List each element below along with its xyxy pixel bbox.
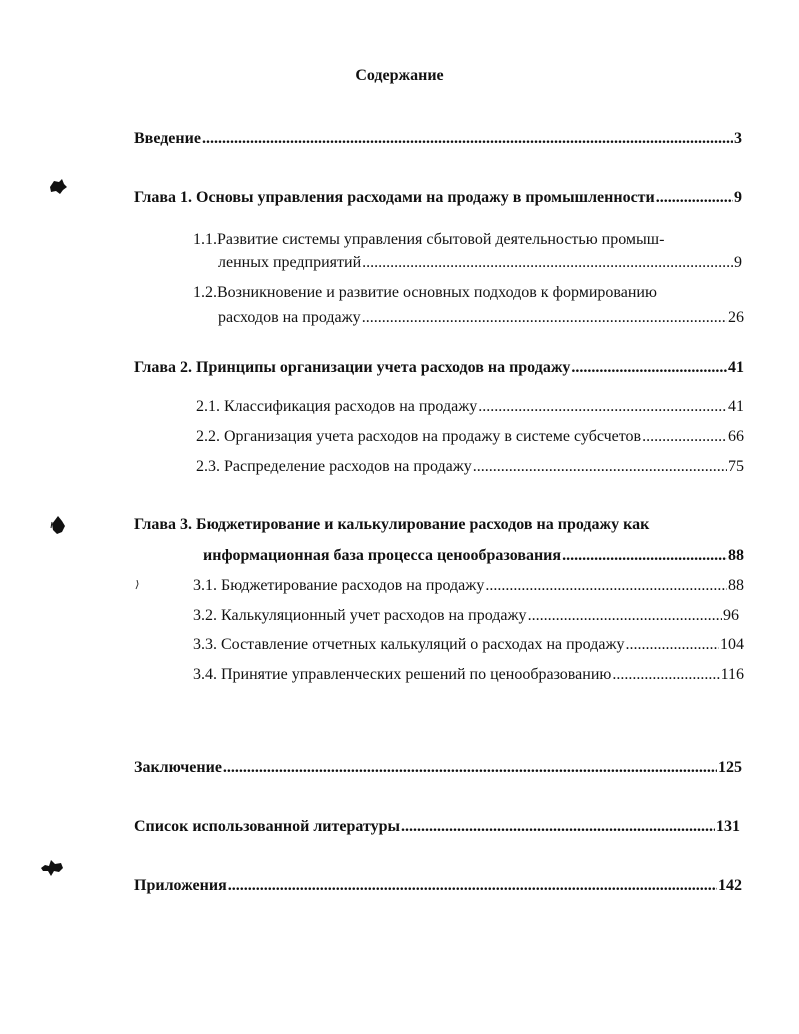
toc-entry-1-1[interactable] [218, 252, 742, 274]
dot-leader [612, 664, 719, 686]
toc-entry-3-3[interactable] [193, 634, 744, 656]
toc-entry-text: 3.1. Бюджетирование расходов на продажу [193, 577, 485, 594]
toc-entry-introduction[interactable] [134, 128, 742, 150]
ink-blot-mark [48, 178, 68, 196]
toc-entry-text: Приложения [134, 877, 227, 894]
toc-entry-page: 142 [718, 877, 742, 894]
toc-entry-2-3[interactable] [196, 456, 744, 478]
dot-leader [478, 396, 727, 418]
dot-leader [362, 252, 733, 274]
toc-entry-bibliography[interactable] [134, 816, 740, 838]
toc-entry-page: 66 [728, 428, 744, 445]
toc-entry-page: 9 [734, 189, 742, 206]
toc-entry-text: Глава 2. Принципы организации учета расходов на продажу [134, 359, 571, 376]
toc-entry-text: Глава 1. Основы управления расходами на продажу в промышленности [134, 189, 655, 206]
toc-entry-text: Заключение [134, 759, 222, 776]
toc-entry-2-2[interactable] [196, 426, 744, 448]
toc-entry-text: 2.2. Организация учета расходов на продажу в системе субсчетов [196, 428, 642, 445]
toc-entry-1-1-line1: 1.1.Развитие системы управления сбытовой деятельностью промыш- [193, 231, 665, 248]
ink-blot-mark [50, 515, 66, 535]
toc-entry-text: 3.2. Калькуляционный учет расходов на продажу [193, 607, 527, 624]
dot-leader [485, 575, 727, 597]
toc-entry-text: ленных предприятий [218, 254, 362, 271]
toc-entry-3-2[interactable] [193, 605, 739, 627]
dot-leader [642, 426, 727, 448]
dot-leader [362, 307, 727, 329]
toc-entry-text: Введение [134, 130, 201, 147]
toc-entry-page: 116 [720, 666, 744, 683]
toc-entry-text: информационная база процесса ценообразования [203, 547, 562, 564]
ink-blot-mark [40, 858, 64, 878]
dot-leader [473, 456, 727, 478]
toc-entry-appendices[interactable] [134, 875, 742, 897]
toc-entry-page: 26 [728, 309, 744, 326]
toc-entry-page: 88 [728, 577, 744, 594]
toc-entry-chapter-2[interactable] [134, 357, 744, 379]
dot-leader [562, 545, 727, 567]
dot-leader [626, 634, 719, 656]
toc-entry-page: 125 [718, 759, 742, 776]
toc-entry-text: 2.3. Распределение расходов на продажу [196, 458, 472, 475]
toc-entry-page: 131 [716, 818, 740, 835]
toc-entry-chapter-3[interactable] [203, 545, 744, 567]
page-title: Содержание [355, 67, 444, 84]
toc-entry-text: расходов на продажу [218, 309, 361, 326]
toc-entry-chapter-3-line1: Глава 3. Бюджетирование и калькулирование расходов на продажу как [134, 516, 650, 533]
toc-entry-page: 41 [728, 398, 744, 415]
dot-leader [223, 757, 717, 779]
dot-leader [202, 128, 733, 150]
toc-entry-conclusion[interactable] [134, 757, 742, 779]
toc-entry-3-4[interactable] [193, 664, 744, 686]
dot-leader [228, 875, 717, 897]
dot-leader [656, 187, 733, 209]
toc-entry-chapter-1[interactable] [134, 187, 742, 209]
toc-entry-page: 88 [728, 547, 744, 564]
toc-entry-text: 2.1. Классификация расходов на продажу [196, 398, 478, 415]
dot-leader [401, 816, 715, 838]
toc-entry-page: 96 [723, 607, 739, 624]
toc-entry-1-2[interactable] [218, 307, 744, 329]
toc-entry-page: 75 [728, 458, 744, 475]
toc-entry-page: 3 [734, 130, 742, 147]
toc-entry-page: 41 [728, 359, 744, 376]
toc-entry-text: 3.4. Принятие управленческих решений по ценообразованию [193, 666, 612, 683]
toc-entry-page: 9 [734, 254, 742, 271]
toc-entry-text: 3.3. Составление отчетных калькуляций о расходах на продажу [193, 636, 625, 653]
dot-leader [528, 605, 722, 627]
toc-entry-3-1[interactable] [193, 575, 744, 597]
dot-leader [571, 357, 727, 379]
ink-speck-mark [134, 580, 140, 590]
toc-entry-1-2-line1: 1.2.Возникновение и развитие основных подходов к формированию [193, 284, 657, 301]
toc-entry-page: 104 [720, 636, 744, 653]
toc-entry-text: Список использованной литературы [134, 818, 400, 835]
toc-entry-2-1[interactable] [196, 396, 744, 418]
